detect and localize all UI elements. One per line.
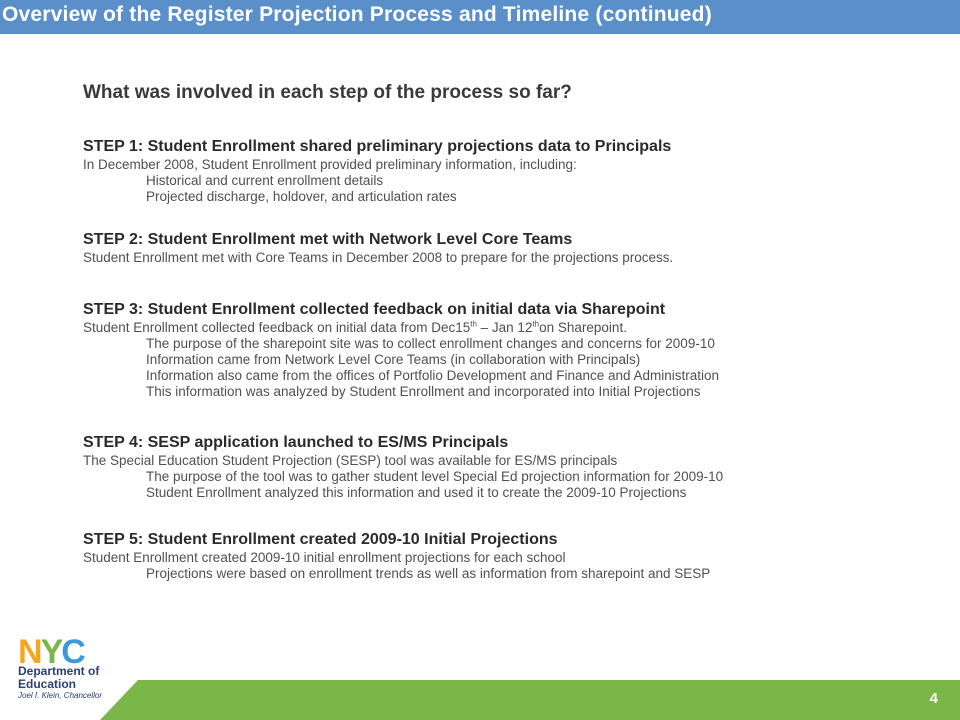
step-4-bullets [83, 469, 723, 501]
footer-bar [100, 680, 960, 720]
list-item: Projected discharge, holdover, and articulation rates [146, 189, 457, 204]
step-4-heading: STEP 4: SESP application launched to ES/MS Principals [83, 434, 509, 451]
nyc-logo-mark: NYC [18, 633, 84, 671]
step-3-bullets [83, 336, 719, 400]
list-item: Student Enrollment analyzed this information and used it to create the 2009-10 Projections [146, 485, 687, 500]
step-3-desc [83, 319, 719, 336]
step-5-bullets [83, 566, 710, 582]
step-1-bullets [83, 173, 671, 205]
logo-department [18, 665, 99, 691]
step-3-desc-a: Student Enrollment collected feedback on initial data from Dec15 [83, 320, 471, 335]
step-5 [83, 530, 710, 582]
step-2 [83, 230, 673, 266]
list-item: The purpose of the sharepoint site was to collect enrollment changes and concerns for 2009-10 [146, 336, 715, 351]
logo-chancellor: Joel I. Klein, Chancellor [18, 691, 103, 700]
step-4 [83, 433, 723, 501]
section-question: What was involved in each step of the process so far? [83, 82, 572, 103]
step-1 [83, 137, 671, 205]
list-item: Projections were based on enrollment trends as well as information from sharepoint and SESP [146, 566, 711, 581]
step-3-desc-sup2: th [532, 319, 540, 329]
step-1-heading: STEP 1: Student Enrollment shared preliminary projections data to Principals [83, 138, 672, 155]
step-3-desc-c: on Sharepoint. [539, 320, 627, 335]
list-item: Historical and current enrollment details [146, 173, 384, 188]
list-item: Information came from Network Level Core Teams (in collaboration with Principals) [146, 352, 641, 367]
step-5-desc: Student Enrollment created 2009-10 initial enrollment projections for each school [83, 550, 566, 565]
list-item: Information also came from the offices of Portfolio Development and Finance and Administration [146, 368, 720, 383]
list-item: This information was analyzed by Student Enrollment and incorporated into Initial Projections [146, 384, 701, 399]
step-1-desc: In December 2008, Student Enrollment provided preliminary information, including: [83, 157, 577, 172]
page-number: 4 [929, 690, 938, 707]
step-3 [83, 300, 719, 400]
list-item: The purpose of the tool was to gather student level Special Ed projection information for 2009-10 [146, 469, 724, 484]
logo-dept-line1: Department of [18, 664, 100, 678]
slide-title: Overview of the Register Projection Process and Timeline (continued) [2, 3, 712, 26]
logo-dept-line2: Education [18, 677, 77, 691]
step-2-desc: Student Enrollment met with Core Teams in December 2008 to prepare for the projections process. [83, 250, 674, 265]
step-3-heading: STEP 3: Student Enrollment collected feedback on initial data via Sharepoint [83, 301, 666, 318]
step-5-heading: STEP 5: Student Enrollment created 2009-10 Initial Projections [83, 531, 558, 548]
step-2-heading: STEP 2: Student Enrollment met with Network Level Core Teams [83, 231, 573, 248]
step-3-desc-sup1: th [470, 319, 477, 329]
step-3-desc-b: – Jan 12 [476, 320, 533, 335]
step-4-desc: The Special Education Student Projection (SESP) tool was available for ES/MS principals [83, 453, 618, 468]
title-bar [0, 0, 960, 34]
